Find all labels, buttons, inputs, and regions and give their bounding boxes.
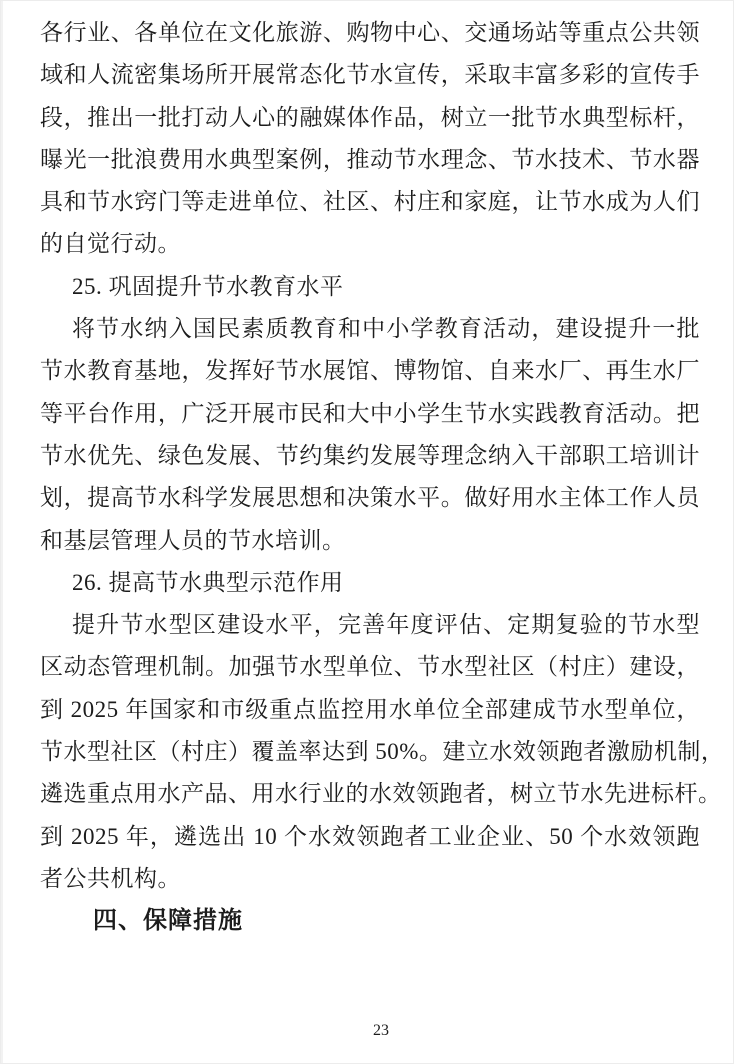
body-line: 节水优先、绿色发展、节约集约发展等理念纳入干部职工培训计 [40, 442, 700, 468]
body-line: 者公共机构。 [40, 865, 181, 891]
body-line: 和基层管理人员的节水培训。 [40, 527, 346, 553]
body-line: 具和节水窍门等走进单位、社区、村庄和家庭，让节水成为人们 [40, 189, 700, 215]
body-line: 等平台作用，广泛开展市民和大中小学生节水实践教育活动。把 [40, 400, 700, 426]
body-line: 各行业、各单位在文化旅游、购物中心、交通场站等重点公共领 [40, 20, 700, 45]
body-line: 将节水纳入国民素质教育和中小学教育活动，建设提升一批 [72, 316, 700, 342]
body-line: 区动态管理机制。加强节水型单位、节水型社区（村庄）建设， [40, 654, 700, 680]
text-block [40, 12, 725, 943]
body-line: 节水教育基地，发挥好节水展馆、博物馆、自来水厂、再生水厂 [40, 358, 700, 384]
body-line: 到 2025 年，遴选出 10 个水效领跑者工业企业、50 个水效领跑 [40, 823, 700, 849]
clause-heading-25: 25. 巩固提升节水教育水平 [72, 273, 344, 299]
body-line: 域和人流密集场所开展常态化节水宣传，采取丰富多彩的宣传手 [40, 62, 700, 88]
section-heading: 四、保障措施 [93, 907, 243, 935]
body-line: 曝光一批浪费用水典型案例，推动节水理念、节水技术、节水器 [40, 146, 700, 172]
body-line: 节水型社区（村庄）覆盖率达到 50%。建立水效领跑者激励机制， [40, 739, 725, 765]
page-footer [0, 1022, 734, 1040]
body-line: 的自觉行动。 [40, 231, 181, 257]
body-line: 划，提高节水科学发展思想和决策水平。做好用水主体工作人员 [40, 485, 700, 511]
clause-heading-26: 26. 提高节水典型示范作用 [72, 569, 344, 595]
body-line: 段，推出一批打动人心的融媒体作品，树立一批节水典型标杆， [40, 104, 700, 130]
body-line: 到 2025 年国家和市级重点监控用水单位全部建成节水型单位， [40, 696, 700, 722]
body-line: 遴选重点用水产品、用水行业的水效领跑者，树立节水先进标杆。 [40, 781, 722, 807]
page-number: 23 [373, 1022, 389, 1039]
body-line: 提升节水型区建设水平，完善年度评估、定期复验的节水型 [72, 612, 700, 638]
